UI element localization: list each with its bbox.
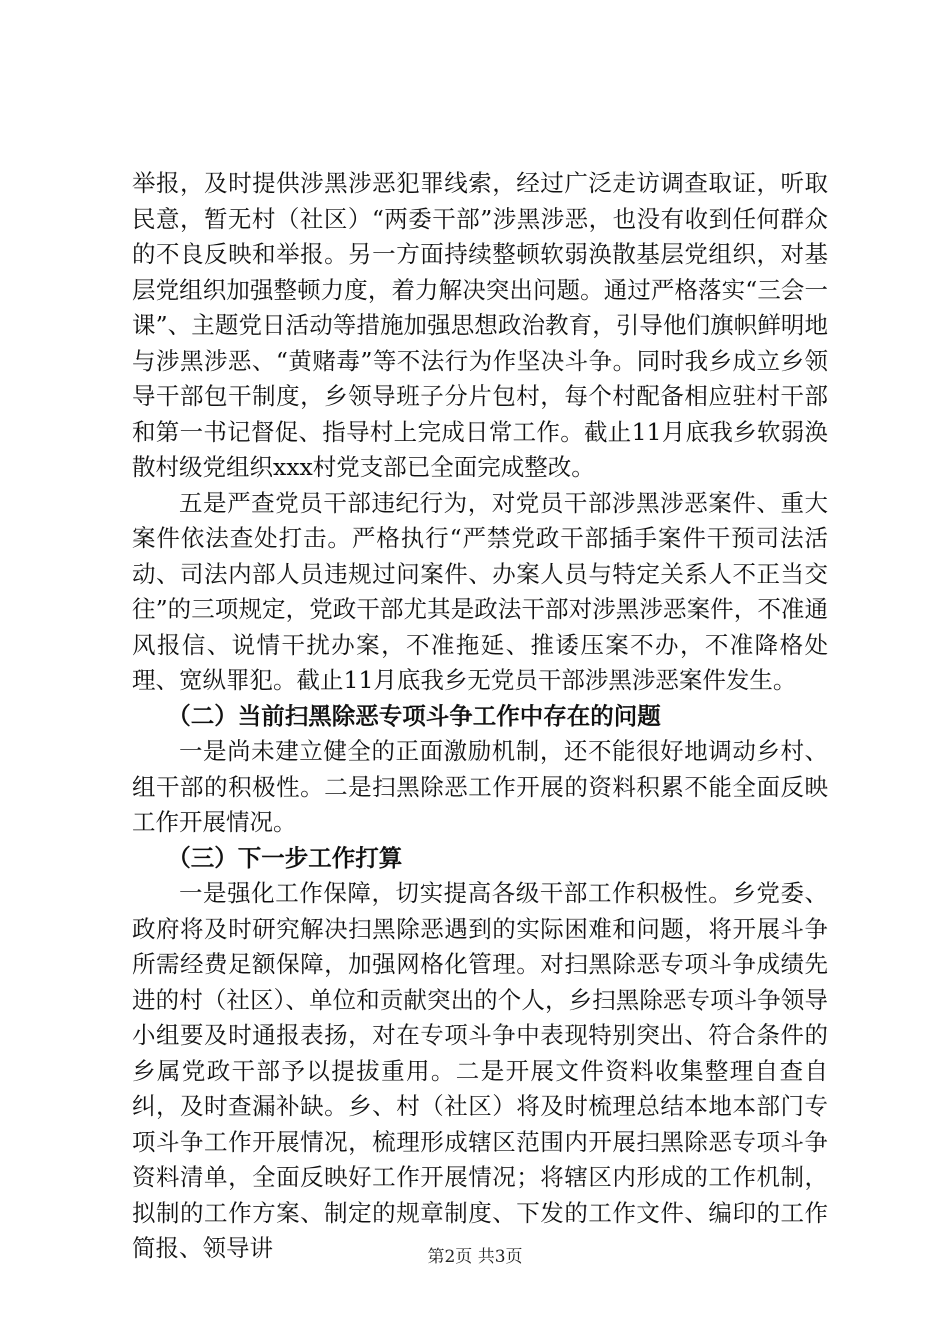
paragraph-next-steps: 一是强化工作保障，切实提高各级干部工作积极性。乡党委、政府将及时研究解决扫黑除恶遇到的实际困难和问题，将开展斗争所需经费足额保障，加强网格化管理。对扫黑除恶专项斗争成绩先进的村（社区）、单位和贡献突出的个人，乡扫黑除恶专项斗争领导小组要及时通报表扬，对在专项斗争中表现特别突出、符合条件的乡属党政干部予以提拔重用。二是开展文件资料收集整理自查自纠，及时查漏补缺。乡、村（社区）将及时梳理总结本地本部门专项斗争工作开展情况，梳理形成辖区范围内开展扫黑除恶专项斗争资料清单，全面反映好工作开展情况；将辖区内形成的工作机制，拟制的工作方案、制定的规章制度、下发的工作文件、编印的工作简报、领导讲 xyxy=(132,879,828,1262)
section-heading-problems: （二）当前扫黑除恶专项斗争工作中存在的问题 xyxy=(167,701,661,730)
page-footer: 第2页 共3页 xyxy=(427,1247,523,1267)
document-body xyxy=(132,166,828,1267)
paragraph-continuation: 举报，及时提供涉黑涉恶犯罪线索，经过广泛走访调查取证，听取民意，暂无村（社区）“两委干部”涉黑涉恶，也没有收到任何群众的不良反映和举报。另一方面持续整顿软弱涣散基层党组织，对基层党组织加强整顿力度，着力解决突出问题。通过严格落实“三会一课”、主题党日活动等措施加强思想政治教育，引导他们旗帜鲜明地与涉黑涉恶、“黄赌毒”等不法行为作坚决斗争。同时我乡成立乡领导干部包干制度，乡领导班子分片包村，每个村配备相应驻村干部和第一书记督促、指导村上完成日常工作。截止11月底我乡软弱涣散村级党组织xxx村党支部已全面完成整改。 xyxy=(132,169,828,481)
paragraph-problems: 一是尚未建立健全的正面激励机制，还不能很好地调动乡村、组干部的积极性。二是扫黑除恶工作开展的资料积累不能全面反映工作开展情况。 xyxy=(132,737,828,836)
section-heading-next-steps: （三）下一步工作打算 xyxy=(167,843,403,872)
paragraph-point-five: 五是严查党员干部违纪行为，对党员干部涉黑涉恶案件、重大案件依法查处打击。严格执行“严禁党政干部插手案件干预司法活动、司法内部人员违规过问案件、办案人员与特定关系人不正当交往”的三项规定，党政干部尤其是政法干部对涉黑涉恶案件，不准通风报信、说情干扰办案，不准拖延、推诿压案不办，不准降格处理、宽纵罪犯。截止11月底我乡无党员干部涉黑涉恶案件发生。 xyxy=(132,488,828,694)
